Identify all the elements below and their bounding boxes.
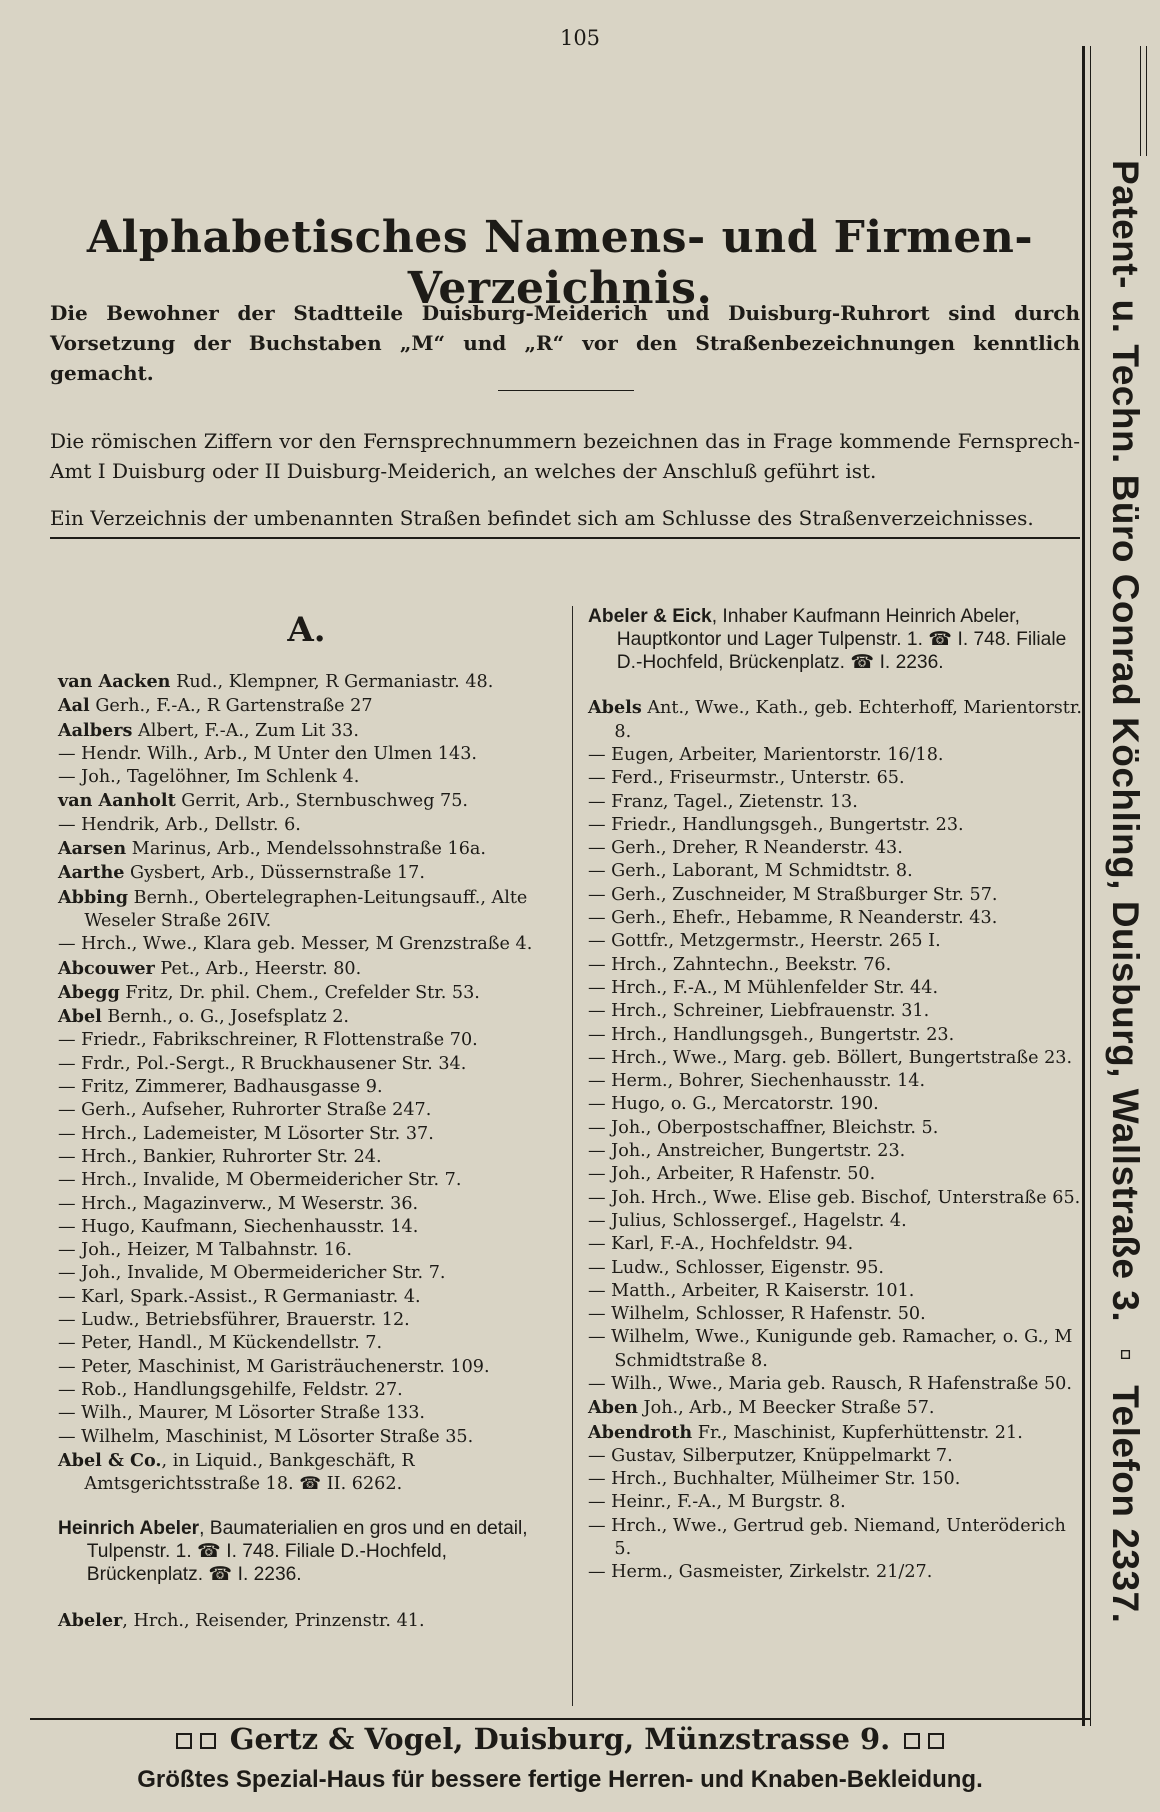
list-item [58,1099,555,1122]
entry-text: , in Liquid., Bankgeschäft, R Amtsgerichtsstraße 18. ☎ II. 6262. [84,1450,415,1495]
list-item [588,930,1085,953]
intro-paragraph-3: Ein Verzeichnis der umbenannten Straßen befindet sich am Schlusse des Straßenverzeichnisses. [50,503,1080,539]
list-item [588,977,1085,1000]
list-item [588,1303,1085,1326]
list-item [58,1029,555,1052]
list-item [58,1402,555,1425]
entry-name: Abendroth [588,1421,693,1443]
entry-text: Pet., Arb., Heerstr. 80. [154,958,362,979]
side-rule-outer-top-2 [1146,46,1147,156]
entry-text: — Hugo, o. G., Mercatorstr. 190. [588,1094,879,1115]
side-rule-outer-top [1140,46,1141,156]
entry-name: Heinrich Abeler [58,1518,200,1540]
entry-text: — Ferd., Friseurmstr., Unterstr. 65. [588,768,905,789]
footer-ad-line-2: Größtes Spezial-Haus für bessere fertige Herren- und Knaben-Bekleidung. [137,1766,983,1793]
entry-text: — Wilh., Wwe., Maria geb. Rausch, R Hafenstraße 50. [588,1374,1072,1394]
entry-text: — Gottfr., Metzgermstr., Heerstr. 265 I. [588,931,941,952]
page-number: 105 [559,26,601,50]
list-item [588,837,1085,860]
list-item [588,1515,1085,1562]
list-item [58,743,555,766]
entry-name: Abeler [58,1609,123,1631]
list-item [588,1491,1085,1514]
entry-text: — Julius, Schlossergef., Hagelstr. 4. [588,1210,907,1231]
entry-name: van Aacken [58,671,171,692]
list-item [58,1239,555,1262]
entry-text: — Hrch., Wwe., Gertrud geb. Niemand, Unteröderich 5. [588,1515,1066,1560]
entry-text: — Joh., Heizer, M Talbahnstr. 16. [58,1240,352,1261]
entry-text: — Karl, Spark.-Assist., R Germaniastr. 4. [58,1286,421,1307]
entry-text: Bernh., o. G., Josefsplatz 2. [101,1007,350,1028]
firm-entry-abeler-eick [588,606,1085,674]
list-item [58,1286,555,1309]
list-item [58,1309,555,1332]
right-column [588,606,1085,1585]
section-letter: A. [287,610,326,650]
list-item [58,837,555,861]
list-item [588,1561,1085,1584]
left-column [58,670,555,1633]
list-item [588,1024,1085,1047]
list-item [58,886,555,934]
entry-name: Abegg [58,981,120,1003]
footer-rule [30,1718,1090,1720]
sidebar-advertisement: Patent- u. Techn. Büro Conrad Köchling, Duisburg, Wallstraße 3. ▫ Telefon 2337. [1105,160,1146,1624]
entry-name: Abel [58,1006,102,1028]
column-divider [572,606,573,1706]
list-item [58,1193,555,1216]
list-item [588,1326,1085,1373]
list-item [588,1210,1085,1233]
list-item [58,789,555,813]
list-item [58,1449,555,1497]
list-item [588,1070,1085,1093]
list-item [588,1396,1085,1420]
list-item [588,1093,1085,1116]
list-item [58,1076,555,1099]
entry-text: — Hrch., Wwe., Klara geb. Messer, M Grenzstraße 4. [58,934,533,955]
list-item [588,1468,1085,1491]
entry-text: — Joh., Tagelöhner, Im Schlenk 4. [58,767,360,788]
entry-text: — Herm., Gasmeister, Zirkelstr. 21/27. [588,1562,933,1583]
entry-text: — Ludw., Schlosser, Eigenstr. 95. [588,1257,885,1278]
entry-text: — Joh., Anstreicher, Bungertstr. 23. [588,1141,906,1162]
list-item [58,1053,555,1076]
entry-text: — Frdr., Pol.-Sergt., R Bruckhausener Str. 34. [58,1053,467,1074]
list-item [588,767,1085,790]
entry-text: — Gerh., Zuschneider, M Straßburger Str. 57. [588,884,998,905]
intro-paragraph-1: Die Bewohner der Stadtteile Duisburg-Meiderich und Duisburg-Ruhrort sind durch Vorsetzung der Buchstaben „M“ und „R“ vor den Straßenbezeichnungen kenntlich gemacht. [50,301,1080,385]
entry-text: — Wilhelm, Schlosser, R Hafenstr. 50. [588,1304,926,1325]
entry-text: — Joh., Arbeiter, R Hafenstr. 50. [588,1164,876,1185]
list-item [58,933,555,956]
entry-text: — Hrch., Lademeister, M Lösorter Str. 37. [58,1123,434,1144]
entry-text: — Hrch., Wwe., Marg. geb. Böllert, Bungertstraße 23. [588,1047,1073,1068]
list-item [588,1445,1085,1468]
square-ornament-icon [904,1733,920,1749]
entry-text: — Friedr., Handlungsgeh., Bungertstr. 23. [588,814,964,835]
entry-text: — Peter, Handl., M Kückendellstr. 7. [58,1333,383,1354]
gap [588,674,1085,696]
list-item [588,1421,1085,1445]
entry-text: — Hrch., F.-A., M Mühlenfelder Str. 44. [588,977,939,998]
list-item [58,694,555,718]
entry-text: — Hrch., Invalide, M Obermeidericher Str. 7. [58,1170,462,1191]
entry-text: — Gerh., Aufseher, Ruhrorter Straße 247. [58,1100,432,1121]
entry-name: Aarsen [58,838,127,860]
list-item [58,1262,555,1285]
list-item [588,744,1085,767]
side-rule-thin [1090,46,1091,1726]
list-item [588,1140,1085,1163]
entry-name: van Aanholt [58,790,176,812]
entry-text: — Peter, Maschinist, M Garisträuchenerstr. 109. [58,1356,490,1377]
entry-name: Aarthe [58,862,125,884]
entry-text: — Eugen, Arbeiter, Marientorstr. 16/18. [588,744,944,765]
entry-name: Aben [588,1397,638,1419]
list-item [588,1047,1085,1070]
list-item [58,1426,555,1449]
list-item [58,1146,555,1169]
gap [58,1587,555,1609]
entry-text: — Rob., Handlungsgehilfe, Feldstr. 27. [58,1379,403,1400]
entry-text: — Karl, F.-A., Hochfeldstr. 94. [588,1234,854,1255]
entry-text: Fr., Maschinist, Kupferhüttenstr. 21. [692,1422,1023,1443]
entry-text: Gerh., F.-A., R Gartenstraße 27 [89,696,373,717]
entry-text: — Fritz, Zimmerer, Badhausgasse 9. [58,1077,383,1098]
footer-ad-line-1 [30,1722,1090,1756]
entry-text: — Gustav, Silberputzer, Knüppelmarkt 7. [588,1445,953,1466]
entry-text: Gysbert, Arb., Düssernstraße 17. [124,863,425,884]
list-item [58,814,555,837]
entry-text: Marinus, Arb., Mendelssohnstraße 16a. [126,839,486,860]
square-ornament-icon [928,1733,944,1749]
list-item [588,954,1085,977]
entry-text: Gerrit, Arb., Sternbuschweg 75. [175,791,469,812]
entry-text: — Gerh., Laborant, M Schmidtstr. 8. [588,861,913,882]
square-ornament-icon [200,1733,216,1749]
list-item [588,1280,1085,1303]
entry-text: Rud., Klempner, R Germaniastr. 48. [170,672,494,692]
entry-text: — Joh., Invalide, M Obermeidericher Str. 7. [58,1263,446,1284]
list-item [58,981,555,1005]
list-item [58,1356,555,1379]
entry-text: — Gerh., Ehefr., Hebamme, R Neanderstr. 43. [588,908,998,929]
page-title: Alphabetisches Namens- und Firmen-Verzeichnis. [86,212,1034,314]
list-item [58,1005,555,1029]
entry-text: — Gerh., Dreher, R Neanderstr. 43. [588,838,903,859]
list-item [588,1233,1085,1256]
entry-text: — Friedr., Fabrikschreiner, R Flottenstraße 70. [58,1030,478,1051]
list-item [58,861,555,885]
list-item [58,1609,555,1633]
entry-text: — Ludw., Betriebsführer, Brauerstr. 12. [58,1310,410,1331]
entry-text: Ant., Wwe., Kath., geb. Echterhoff, Marientorstr. 8. [614,698,1082,742]
entry-text: — Hugo, Kaufmann, Siechenhausstr. 14. [58,1216,419,1237]
entry-name: Aal [58,695,90,717]
right-entry-list [588,696,1085,1584]
list-item [588,884,1085,907]
list-item [588,1187,1085,1210]
entry-text: — Joh. Hrch., Wwe. Elise geb. Bischof, Unterstraße 65. [588,1187,1081,1208]
firm-entry-heinrich-abeler [58,1518,555,1586]
list-item [58,957,555,981]
entry-text: Albert, F.-A., Zum Lit 33. [132,720,359,741]
entry-text: — Hrch., Buchhalter, Mülheimer Str. 150. [588,1469,961,1490]
list-item [588,1163,1085,1186]
entry-text: , Baumaterialien en gros und en detail, Tulpenstr. 1. ☎ I. 748. Filiale D.-Hochfeld, Brückenplatz. ☎ I. 2236. [86,1518,528,1585]
list-item [588,696,1085,744]
list-item [58,1169,555,1192]
entry-name: Abeler & Eick [588,606,712,627]
list-item [58,1216,555,1239]
entry-text: — Hrch., Bankier, Ruhrorter Str. 24. [58,1146,382,1167]
entry-text: — Hendrik, Arb., Dellstr. 6. [58,814,301,835]
list-item [588,1373,1085,1396]
list-item [588,814,1085,837]
entry-text: — Wilh., Maurer, M Lösorter Straße 133. [58,1403,425,1424]
entry-text: — Hendr. Wilh., Arb., M Unter den Ulmen 143. [58,743,477,764]
entry-text: — Joh., Oberpostschaffner, Bleichstr. 5. [588,1117,939,1138]
intro-paragraph-2: Die römischen Ziffern vor den Fernsprechnummern bezeichnen das in Frage kommende Fernsprech-Amt I Duisburg oder II Duisburg-Meiderich, an welches der Anschluß geführt ist. [50,429,1080,483]
square-ornament-icon [176,1733,192,1749]
entry-name: Aalbers [58,719,133,741]
entry-text: , Inhaber Kaufmann Heinrich Abeler, Hauptkontor und Lager Tulpenstr. 1. ☎ I. 748. Filiale D.-Hochfeld, Brückenplatz. ☎ I. 2236. [616,606,1067,673]
list-item [58,1123,555,1146]
entry-text: — Matth., Arbeiter, R Kaiserstr. 101. [588,1280,915,1301]
entry-text: — Herm., Bohrer, Siechenhausstr. 14. [588,1071,926,1092]
left-entry-list [58,670,555,1496]
list-item [588,791,1085,814]
entry-text: — Hrch., Zahntechn., Beekstr. 76. [588,954,892,975]
intro-divider [498,390,634,391]
entry-text: Bernh., Obertelegraphen-Leitungsauff., Alte Weseler Straße 26IV. [84,887,528,931]
list-item [588,907,1085,930]
section-letter-wrap [58,610,555,650]
footer-ad-text-1: Gertz & Vogel, Duisburg, Münzstrasse 9. [229,1722,891,1756]
entry-name: Abel & Co. [58,1449,162,1471]
entry-name: Abcouwer [58,957,155,979]
gap [58,1496,555,1518]
entry-text: — Heinr., F.-A., M Burgstr. 8. [588,1492,846,1513]
entry-name: Abels [588,697,642,719]
entry-text: — Wilhelm, Maschinist, M Lösorter Straße 35. [58,1426,474,1447]
entry-text: — Hrch., Handlungsgeh., Bungertstr. 23. [588,1024,955,1045]
list-item [588,1257,1085,1280]
entry-text: — Hrch., Schreiner, Liebfrauenstr. 31. [588,1001,930,1022]
list-item [58,1379,555,1402]
list-item [58,766,555,789]
entry-text: — Hrch., Magazinverw., M Weserstr. 36. [58,1193,419,1214]
entry-text: Fritz, Dr. phil. Chem., Crefelder Str. 53. [119,982,480,1003]
entry-text: Joh., Arb., M Beecker Straße 57. [637,1398,935,1419]
entry-text: — Franz, Tagel., Zietenstr. 13. [588,791,858,812]
list-item [58,1332,555,1355]
entry-name: Abbing [58,886,129,908]
list-item [58,719,555,743]
entry-text: , Hrch., Reisender, Prinzenstr. 41. [122,1610,425,1631]
list-item [588,1000,1085,1023]
list-item [588,1117,1085,1140]
list-item [58,670,555,694]
list-item [588,860,1085,883]
entry-text: — Wilhelm, Wwe., Kunigunde geb. Ramacher, o. G., M Schmidtstraße 8. [588,1327,1073,1371]
